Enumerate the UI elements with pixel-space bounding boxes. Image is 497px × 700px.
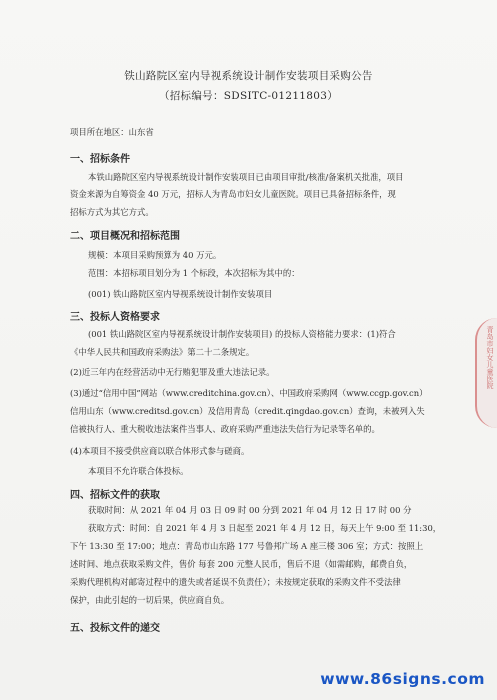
s4-line: 获取方式：时间：自 2021 年 4 月 3 日起至 2021 年 4 月 12 日，每天上午 9:00 至 11:30， [88, 523, 442, 533]
s1-line: 招标方式为其它方式。 [70, 207, 154, 217]
s4-line: 述时间、地点获取采购文件，售价 每套 200 元整人民币，售后不退（如需邮购，邮费自负， [70, 559, 413, 569]
s2-line: (001) 铁山路院区室内导视系统设计制作安装项目 [88, 289, 273, 299]
s3-line: (001 铁山路院区室内导视系统设计制作安装项目) 的投标人资格能力要求：(1)符合 [88, 329, 396, 339]
seal-text: 青岛市妇女儿童医院 [486, 326, 494, 389]
s1-line: 资金来源为自筹资金 40 万元，招标人为青岛市妇女儿童医院。项目已具备招标条件，现 [70, 189, 396, 199]
s2-line: 规模：本项目采购预算为 40 万元。 [88, 250, 222, 260]
document-title: 铁山路院区室内导视系统设计制作安装项目采购公告 [124, 70, 373, 82]
s1-line: 本铁山路院区室内导视系统设计制作安装项目已由项目审批/核准/备案机关批准，项目 [88, 172, 404, 182]
s3-line: 信被执行人、重大税收违法案件当事人、政府采购严重违法失信行为记录等名单的。 [70, 424, 380, 434]
s4-line: 获取时间：从 2021 年 04 月 03 日 09 时 00 分到 2021 年 04 月 12 日 17 时 00 分 [88, 505, 412, 515]
section-heading-4: 四、招标文件的获取 [70, 490, 160, 501]
site-watermark: www.86signs.com [320, 670, 485, 688]
s4-line: 保护，由此引起的一切后果，供应商自负。 [70, 595, 230, 605]
section-heading-3: 三、投标人资格要求 [70, 312, 160, 323]
project-location: 项目所在地区：山东省 [70, 127, 154, 137]
s3-line: (4)本项目不接受供应商以联合体形式参与磋商。 [70, 446, 250, 456]
official-seal [475, 318, 497, 428]
s3-line: 本项目不允许联合体投标。 [88, 466, 189, 476]
s4-line: 采购代理机构对邮寄过程中的遗失或者延误不负责任）；未按规定获取的采购文件不受法律 [70, 577, 401, 587]
s3-line: (2)近三年内在经营活动中无行贿犯罪及重大违法记录。 [70, 367, 275, 377]
s2-line: 范围：本招标项目划分为 1 个标段，本次招标为其中的： [88, 268, 300, 278]
section-heading-5: 五、投标文件的递交 [70, 623, 160, 634]
s3-line: 《中华人民共和国政府采购法》第二十二条规定。 [70, 347, 255, 357]
section-heading-1: 一、招标条件 [70, 154, 130, 165]
section-heading-2: 二、项目概况和招标范围 [70, 231, 180, 242]
s4-line: 下午 13:30 至 17:00；地点：青岛市山东路 177 号鲁邦广场 A 座三楼 306 室；方式：按照上 [70, 541, 424, 551]
s3-line: (3)通过“信用中国”网站（www.creditchina.gov.cn）、中国政府采购网（www.ccgp.gov.cn） [70, 388, 428, 398]
s3-line: 信用山东（www.creditsd.gov.cn）及信用青岛（credit.qingdao.gov.cn）查询，未被列入失 [70, 406, 425, 416]
bid-number: （招标编号：SDSITC-01211803） [158, 90, 339, 102]
